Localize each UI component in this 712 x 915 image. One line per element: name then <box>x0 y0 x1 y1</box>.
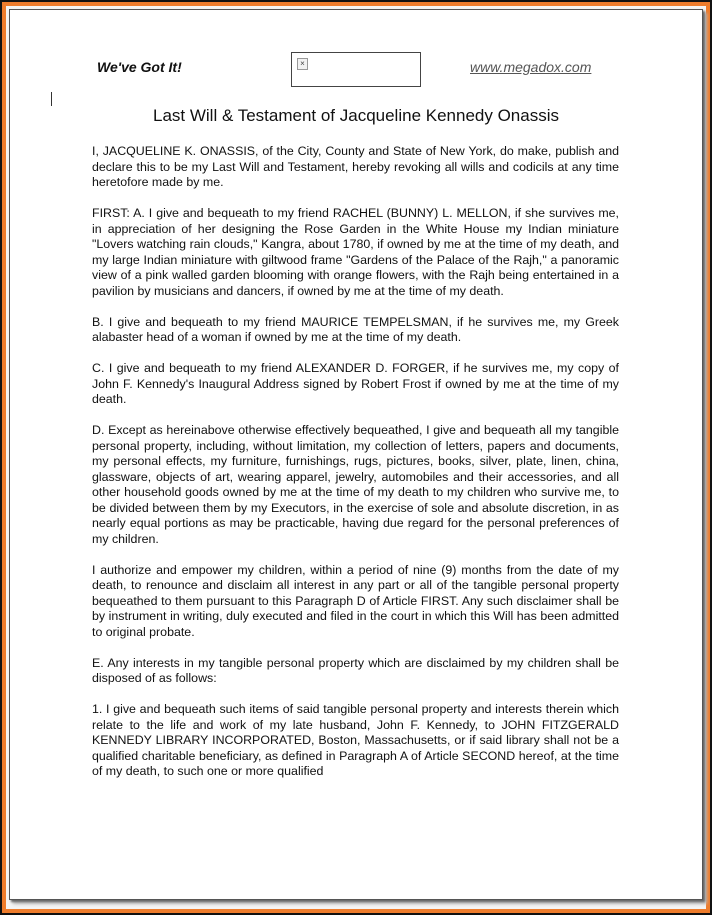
paragraph-disclaimer: I authorize and empower my children, within a period of nine (9) months from the date of my death, to renounce and disclaim all interest in any part or all of the tangible personal property bequeathed to them pursuant to this Paragraph D of Article FIRST. Any such disclaimer shall be by instrument in writing, duly executed and filed in the court in which this Will has been admitted to original probate. <box>92 562 619 639</box>
paragraph-c: C. I give and bequeath to my friend ALEXANDER D. FORGER, if he survives me, my copy of John F. Kennedy's Inaugural Address signed by Robert Frost if owned by me at the time of my death. <box>92 361 619 406</box>
paragraph-e: E. Any interests in my tangible personal property which are disclaimed by my children shall be disposed of as follows: <box>92 655 619 685</box>
document-body <box>92 144 619 795</box>
paragraph-preamble: I, JACQUELINE K. ONASSIS, of the City, County and State of New York, do make, publish and declare this to be my Last Will and Testament, hereby revoking all wills and codicils at any time heretofore made by me. <box>92 144 619 189</box>
text-cursor <box>51 92 52 106</box>
header-tagline: We've Got It! <box>97 59 182 75</box>
image-placeholder <box>291 52 421 87</box>
paragraph-b: B. I give and bequeath to my friend MAURICE TEMPELSMAN, if he survives me, my Greek alabaster head of a woman if owned by me at the time of my death. <box>92 314 619 344</box>
paragraph-d: D. Except as hereinabove otherwise effectively bequeathed, I give and bequeath all my tangible personal property, including, without limitation, my collection of letters, papers and documents, my personal effects, my furniture, furnishings, rugs, pictures, books, silver, plate, linen, china, glassware, objects of art, wearing apparel, jewelry, automobiles and their accessories, and all other household goods owned by me at the time of my death to my children who survive me, to be divided between them by my Executors, in the exercise of sole and absolute discretion, in as nearly equal portions as may be practicable, having due regard for the personal preferences of my children. <box>92 423 619 546</box>
website-link[interactable]: www.megadox.com <box>470 59 592 75</box>
broken-image-icon: × <box>297 58 308 70</box>
paragraph-e-1: 1. I give and bequeath such items of said tangible personal property and interests therein which relate to the life and work of my late husband, John F. Kennedy, to JOHN FITZGERALD KENNEDY LIBRARY INCORPORATED, Boston, Massachusetts, or if said library shall not be a qualified charitable beneficiary, as defined in Paragraph A of Article SECOND hereof, at the time of my death, to such one or more qualified <box>92 702 619 778</box>
document-title: Last Will & Testament of Jacqueline Kennedy Onassis <box>152 106 559 125</box>
paragraph-first-a: FIRST: A. I give and bequeath to my friend RACHEL (BUNNY) L. MELLON, if she survives me, in appreciation of her designing the Rose Garden in the White House my Indian miniature "Lovers watching rain clouds," Kangra, about 1780, if owned by me at the time of my death, and my large Indian miniature with giltwood frame "Gardens of the Palace of the Rajh," a panoramic view of a pink walled garden blooming with orange flowers, with the Rajh being entertained in a pavilion by musicians and dancers, if owned by me at the time of my death. <box>92 206 619 298</box>
